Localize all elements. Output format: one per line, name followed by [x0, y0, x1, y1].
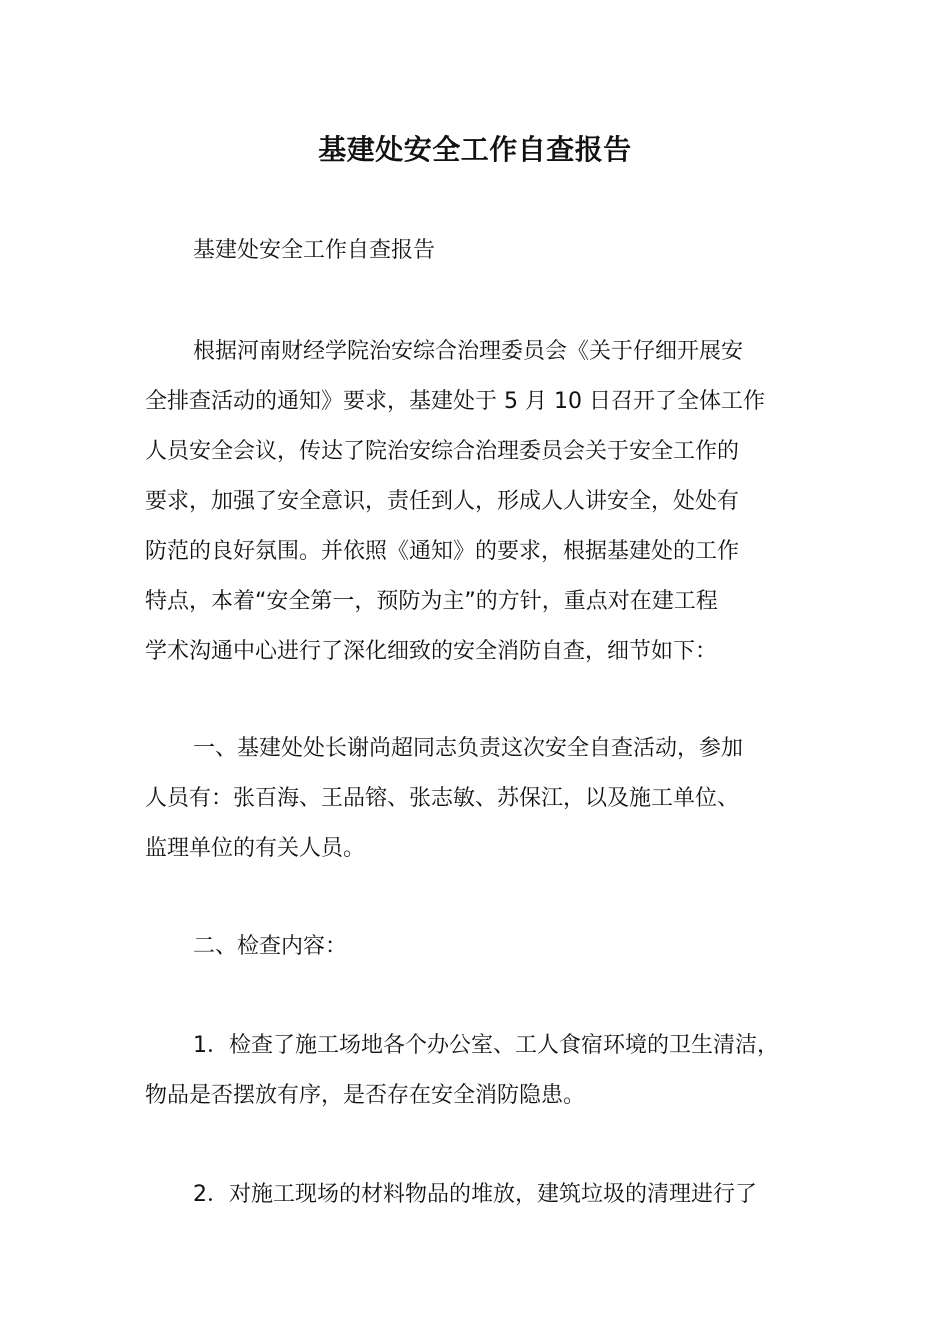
paragraph-line: 要求，加强了安全意识，责任到人，形成人人讲安全，处处有 [145, 489, 740, 514]
paragraph-section-1 [145, 724, 835, 874]
paragraph-item-2 [145, 1170, 835, 1220]
paragraph-line: 防范的良好氛围。并依照《通知》的要求，根据基建处的工作 [145, 539, 740, 564]
document-title: 基建处安全工作自查报告 [318, 133, 632, 166]
subtitle-line: 基建处安全工作自查报告 [193, 238, 436, 263]
paragraph-line: 特点，本着“安全第一，预防为主”的方针，重点对在建工程 [145, 589, 718, 614]
document-subtitle [145, 226, 835, 276]
section-heading: 二、检查内容： [193, 934, 348, 959]
paragraph-line: 人员安全会议，传达了院治安综合治理委员会关于安全工作的 [145, 439, 740, 464]
paragraph-item-1 [145, 1021, 835, 1121]
paragraph-line: 2．对施工现场的材料物品的堆放，建筑垃圾的清理进行了 [193, 1182, 757, 1207]
paragraph-line: 一、基建处处长谢尚超同志负责这次安全自查活动，参加 [193, 736, 744, 761]
paragraph-line: 根据河南财经学院治安综合治理委员会《关于仔细开展安 [193, 339, 744, 364]
paragraph-line: 1．检查了施工场地各个办公室、工人食宿环境的卫生清洁， [193, 1033, 779, 1058]
paragraph-line: 学术沟通中心进行了深化细致的安全消防自查，细节如下： [145, 639, 718, 664]
paragraph-intro [145, 327, 835, 677]
paragraph-line: 监理单位的有关人员。 [145, 836, 366, 861]
paragraph-line: 全排查活动的通知》要求，基建处于 5 月 10 日召开了全体工作 [145, 389, 765, 414]
paragraph-section-2 [145, 922, 835, 972]
paragraph-line: 人员有：张百海、王品镕、张志敏、苏保江，以及施工单位、 [145, 786, 740, 811]
paragraph-line: 物品是否摆放有序，是否存在安全消防隐患。 [145, 1083, 586, 1108]
